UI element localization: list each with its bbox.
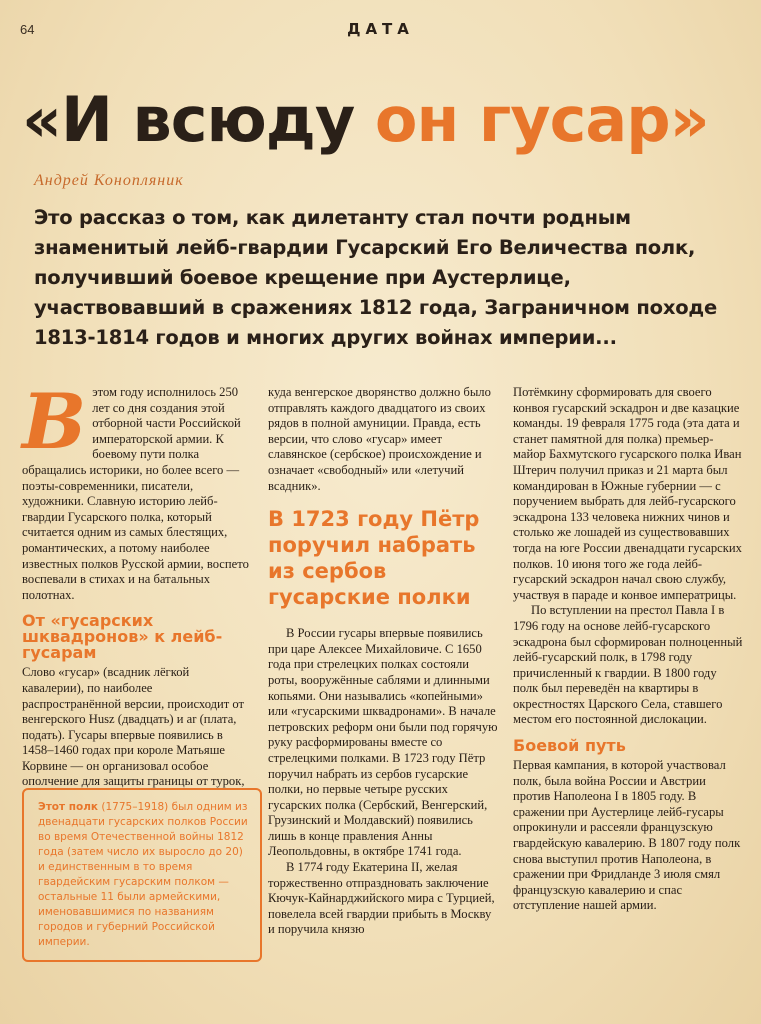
drop-cap: В [22, 377, 87, 466]
column-3 [513, 385, 745, 914]
column-2 [268, 385, 498, 938]
pull-quote: В 1723 году Пётр поручил набрать из сербов гусарские полки [268, 507, 480, 610]
sidebar-fact-box [22, 788, 262, 962]
title-part-2: » [669, 83, 709, 156]
subheading-history: От «гусарских шквадронов» к лейб-гусарам [22, 611, 223, 663]
body-paragraph: В 1774 году Екатерина II, желая торжественно отпраздновать заключение Кючук-Кайнарджийского мира с Турцией, повелела всей гвардии прибыть в Москву и поручила князю [268, 860, 495, 937]
title-part-1: «И всюду [22, 83, 375, 156]
page-number: 64 [20, 22, 35, 37]
sidebar-lead-in: Этот полк [38, 801, 99, 813]
sidebar-years: (1775–1918) [98, 801, 172, 813]
body-paragraph: Потёмкину сформировать для своего конвоя гусарский эскадрон и две казацкие команды. 19 февраля 1775 года (эта дата и станет памятной для полка) премьер-майор Бахмутского гусарского полка Иван Штерич получил приказ и 21 марта был командирован в Южные губернии — с поручением выбрать для лейб-гусарского эскадрона 133 человека нижних чинов и столько же лошадей из существовавших тогда на юге России двенадцати гусарских полков. 10 июня того же года лейб-гусарский эскадрон начал свою службу, участвуя в параде и конвое императрицы. [513, 385, 742, 602]
sidebar-text: был одним из двенадцати гусарских полков России во время Отечественной войны 1812 года (затем число их выросло до 20) и единственным в то время гвардейским гусарским полком — остальные 11 были армейскими, именовавшимися по названиям городов и губерний Российской империи. [38, 801, 248, 948]
article-title [22, 82, 752, 158]
body-paragraph: Первая кампания, в которой участвовал полк, была война России и Австрии против Наполеона I в 1805 году. В сражении при Аустерлице лейб-гусары опрокинули и рассеяли французскую гвардейскую кавалерию. В 1807 году полк снова выступил против Наполеона, в сражении при Фридланде 3 июля смял французскую кавалерию и спас отступление нашей армии. [513, 758, 741, 913]
body-paragraph: этом году исполнилось 250 лет со дня создания этой отборной части Российской императорской армии. К боевому пути полка обращались историки, но более всего — поэты-современники, писатели, художники. Славную историю лейб-гвардии Гусарского полка, который считается одним из самых блестящих, романтических, а потому наиболее известных полков Русской армии, воспето воспевали в стихах и на батальных полотнах. [22, 385, 249, 602]
subheading-battle-path: Боевой путь [513, 736, 626, 756]
title-accent: он гусар [374, 83, 670, 156]
section-label: ДАТА [347, 20, 414, 38]
body-paragraph: Слово «гусар» (всадник лёгкой кавалерии), по наиболее распространённой версии, происходит от венгерского Husz (двадцать) и ar (плата, подать). Гусары впервые появились в 1458–1460 годах при короле Матьяше Корвине — он организовал особое ополчение для защиты границы от турок, [22, 665, 245, 789]
column-1 [22, 377, 252, 790]
body-paragraph: По вступлении на престол Павла I в 1796 году на основе лейб-гусарского эскадрона был сформирован полноценный лейб-гусарский полк, в 1798 году причисленный к гвардии. В 1800 году полк был переведён на квартиры в окрестностях Царского Села, ставшего местом его постоянной дислокации. [513, 603, 743, 727]
body-paragraph: В России гусары впервые появились при царе Алексее Михайловиче. С 1650 года при стрелецких полках состояли роты, вооружённые саблями и длинными копьями. Они назывались «копейными» или «гусарскими шквадронами». В начале петровских реформ они были под горячую руку расформированы вместе со стрелецкими полками. В 1723 году Пётр поручил набрать из сербов гусарские полки, но первые четыре русских гусарских полка (Сербский, Венгерский, Грузинский и Молдавский) появились лишь в конце правления Анны Леопольдовны, в октябре 1741 года. [268, 626, 498, 859]
body-paragraph: куда венгерское дворянство должно было отправлять каждого двадцатого из своих рядов в полной амуниции. Правда, есть версии, что слово «гусар» имеет славянское (сербское) происхождение и означает «свободный» или «летучий всадник». [268, 385, 491, 493]
author-byline: Андрей Конопляник [34, 172, 184, 189]
lead-paragraph: Это рассказ о том, как дилетанту стал почти родным знаменитый лейб-гвардии Гусарский Его Величества полк, получивший боевое крещение при Аустерлице, участвовавший в сражениях 1812 года, Заграничном походе 1813-1814 годов и многих других войнах империи... [34, 206, 717, 349]
